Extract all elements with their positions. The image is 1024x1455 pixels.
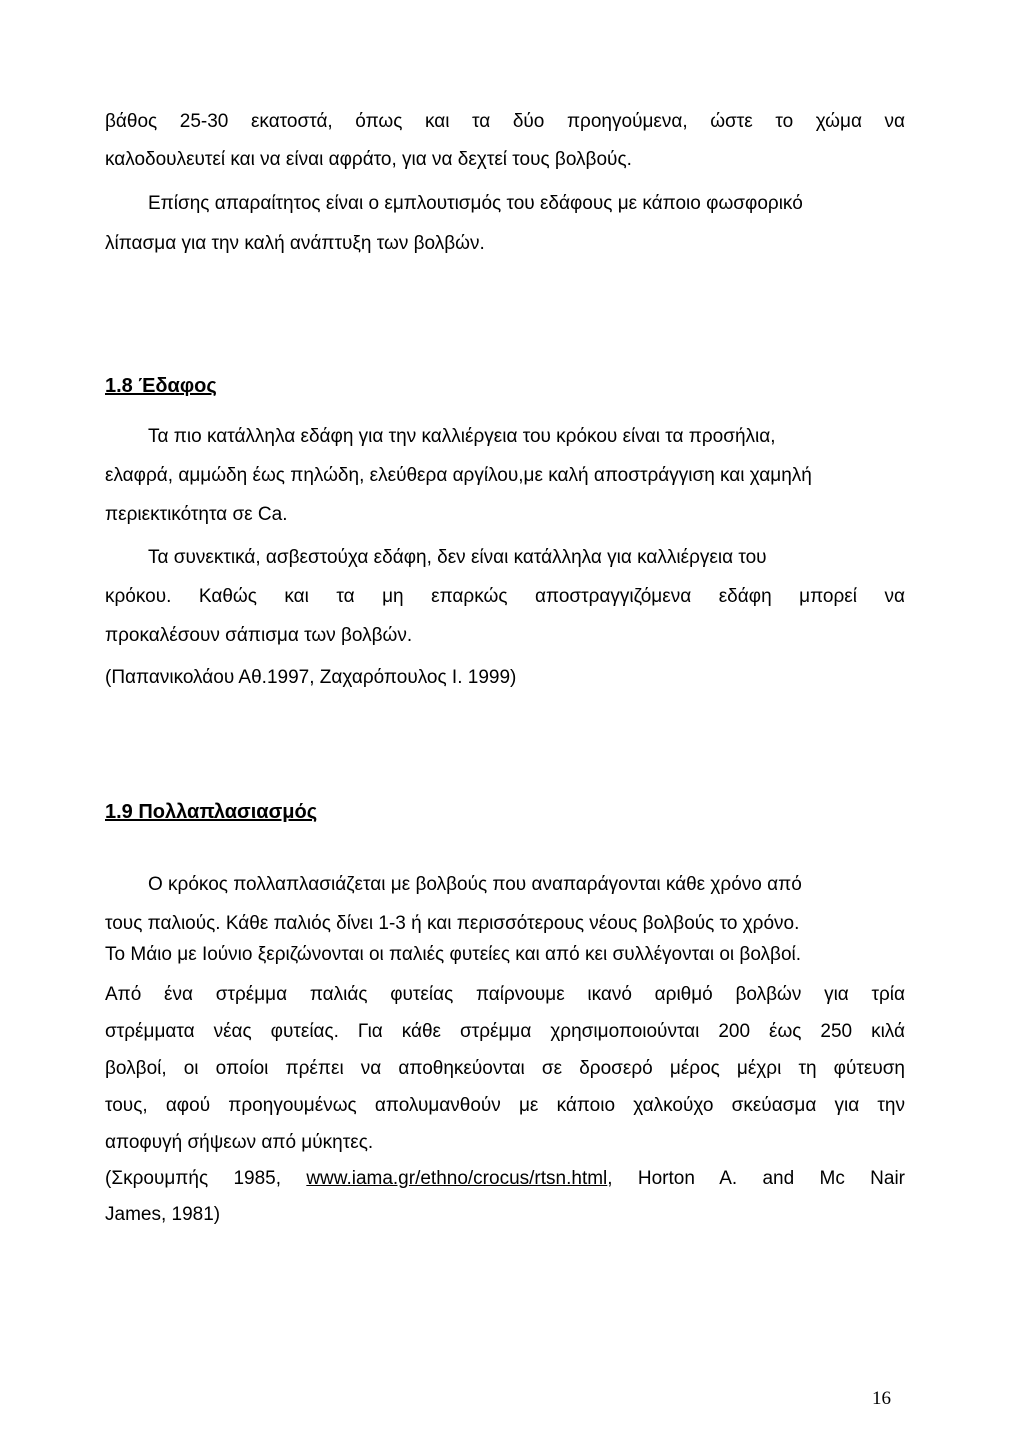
propagation-line-4: Από ένα στρέμμα παλιάς φυτείας παίρνουμε ικανό αριθμό βολβών για τρία	[105, 984, 905, 1005]
reference-text-after: , Horton A. and Mc Nair	[607, 1168, 905, 1189]
reference-link[interactable]: www.iama.gr/ethno/crocus/rtsn.html	[306, 1168, 608, 1189]
soil-paragraph-1-line-1: Τα πιο κατάλληλα εδάφη για την καλλιέργεια του κρόκου είναι τα προσήλια,	[148, 426, 776, 447]
soil-citation: (Παπανικολάου Αθ.1997, Ζαχαρόπουλος Ι. 1999)	[105, 667, 517, 688]
propagation-line-6: βολβοί, οι οποίοι πρέπει να αποθηκεύονται σε δροσερό μέρος μέχρι τη φύτευση	[105, 1058, 905, 1079]
propagation-line-7: τους, αφού προηγουμένως απολυμανθούν με κάποιο χαλκούχο σκεύασμα για την	[105, 1095, 905, 1116]
propagation-line-5: στρέμματα νέας φυτείας. Για κάθε στρέμμα χρησιμοποιούνται 200 έως 250 κιλά	[105, 1021, 905, 1042]
reference-text-before: (Σκρουμπής 1985,	[105, 1168, 307, 1189]
intro-line-4: λίπασμα για την καλή ανάπτυξη των βολβών.	[105, 233, 485, 254]
intro-line-2: καλοδουλευτεί και να είναι αφράτο, για να δεχτεί τους βολβούς.	[105, 149, 632, 170]
propagation-reference-line-1	[105, 1167, 905, 1191]
propagation-line-1: Ο κρόκος πολλαπλασιάζεται με βολβούς που αναπαράγονται κάθε χρόνο από	[148, 874, 802, 895]
propagation-line-3: Το Μάιο με Ιούνιο ξεριζώνονται οι παλιές φυτείες και από κει συλλέγονται οι βολβοί.	[105, 944, 802, 965]
page-number: 16	[872, 1388, 891, 1409]
propagation-line-2: τους παλιούς. Κάθε παλιός δίνει 1-3 ή και περισσότερους νέους βολβούς το χρόνο.	[105, 913, 800, 934]
soil-paragraph-1-line-3: περιεκτικότητα σε Ca.	[105, 504, 288, 525]
propagation-line-8: αποφυγή σήψεων από μύκητες.	[105, 1132, 374, 1153]
soil-paragraph-2-line-2: κρόκου. Καθώς και τα μη επαρκώς αποστραγγιζόμενα εδάφη μπορεί να	[105, 586, 905, 607]
intro-line-1: βάθος 25-30 εκατοστά, όπως και τα δύο προηγούμενα, ώστε το χώμα να	[105, 111, 905, 132]
intro-line-3: Επίσης απαραίτητος είναι ο εμπλουτισμός του εδάφους με κάποιο φωσφορικό	[148, 193, 803, 214]
soil-paragraph-2-line-3: προκαλέσουν σάπισμα των βολβών.	[105, 625, 413, 646]
section-heading-propagation: 1.9 Πολλαπλασιασμός	[105, 801, 318, 823]
soil-paragraph-1-line-2: ελαφρά, αμμώδη έως πηλώδη, ελεύθερα αργίλου,με καλή αποστράγγιση και χαμηλή	[105, 465, 812, 486]
soil-paragraph-2-line-1: Τα συνεκτικά, ασβεστούχα εδάφη, δεν είναι κατάλληλα για καλλιέργεια του	[148, 547, 767, 568]
section-heading-soil: 1.8 Έδαφος	[105, 375, 217, 397]
propagation-reference-line-2: James, 1981)	[105, 1204, 221, 1225]
